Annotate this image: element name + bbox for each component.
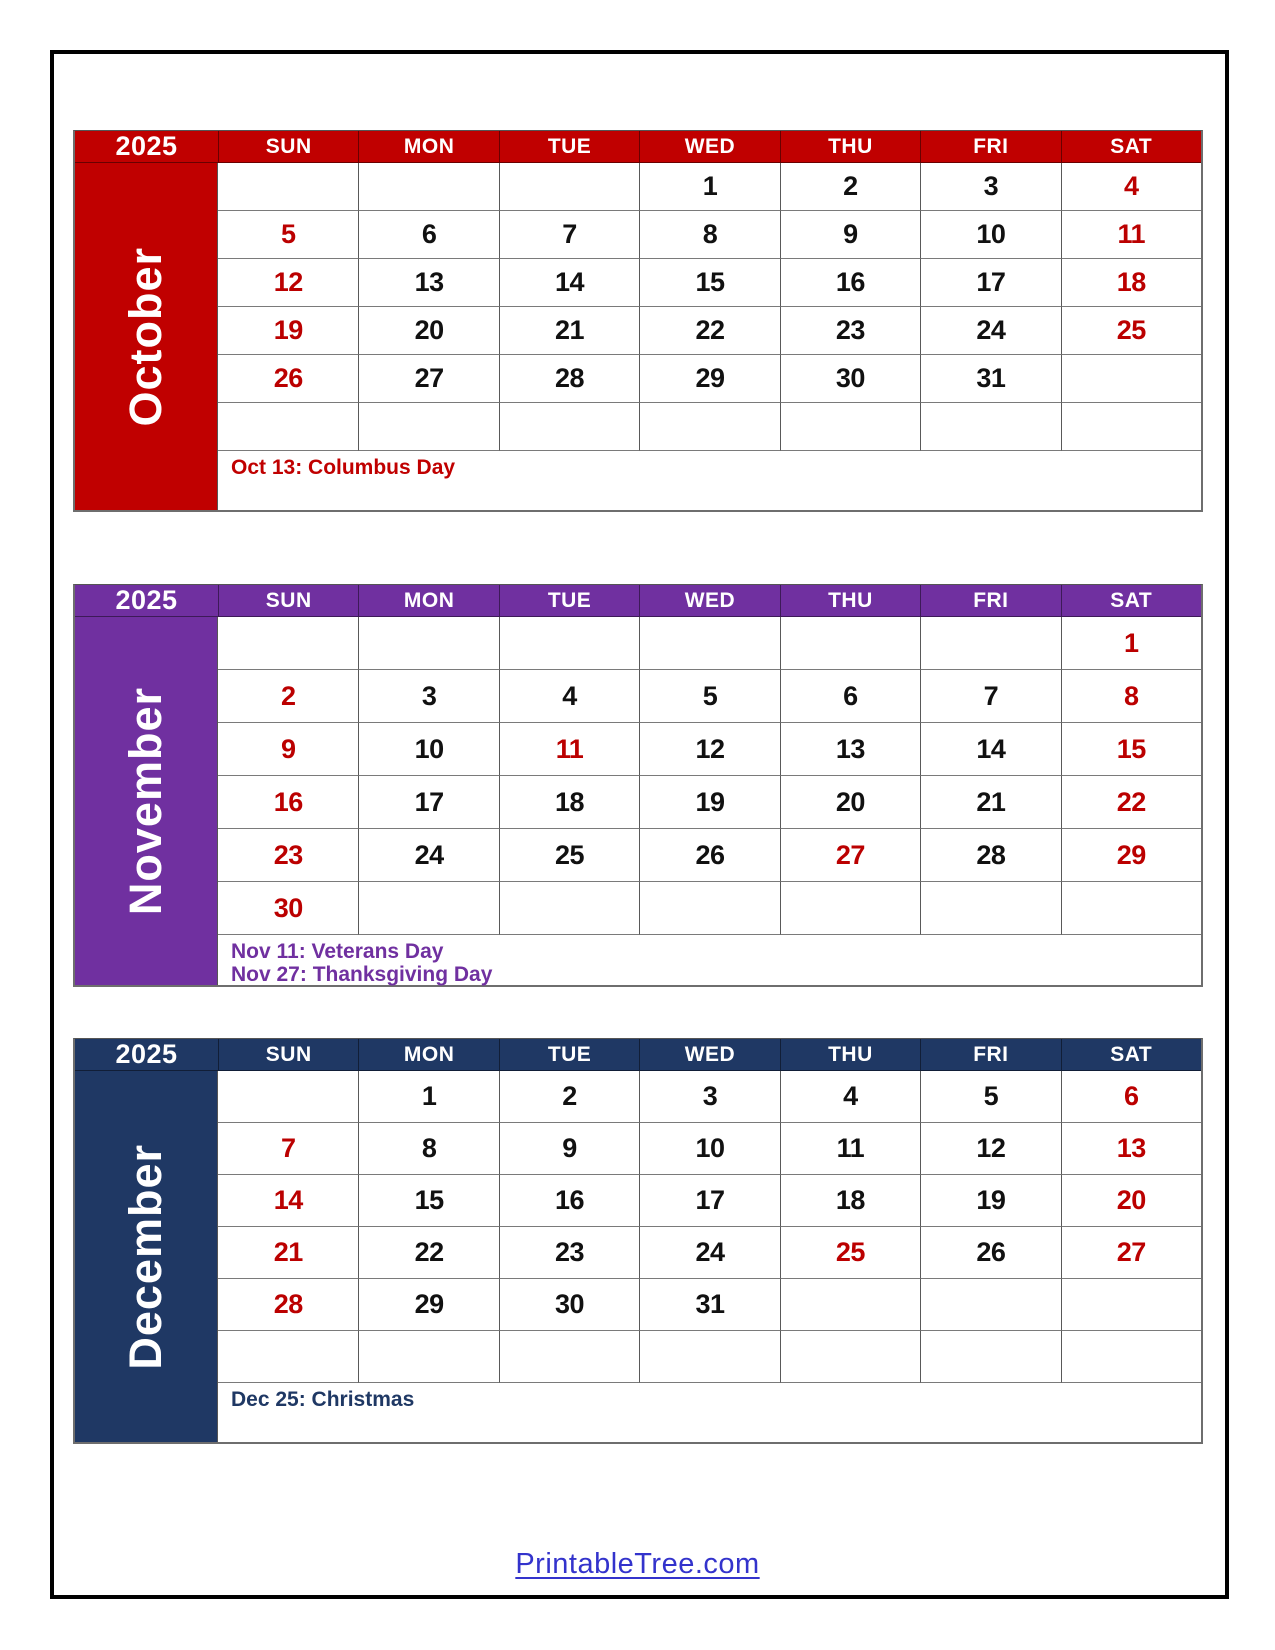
calendar-november: [73, 584, 1203, 987]
day-header-mon: MON: [358, 1039, 498, 1070]
date-cell-oct-22: 22: [639, 307, 779, 355]
day-header-fri: FRI: [920, 131, 1060, 162]
calendar-header-row: [75, 1039, 1201, 1071]
date-cell-oct-13: 13: [358, 259, 498, 307]
empty-cell: [780, 403, 920, 451]
empty-cell: [358, 403, 498, 451]
calendar-october: [73, 130, 1203, 512]
empty-cell: [218, 403, 358, 451]
date-cell-nov-21: 21: [920, 776, 1060, 829]
date-cell-dec-15: 15: [358, 1175, 498, 1227]
calendar-body: [75, 163, 1201, 510]
date-cell-oct-12: 12: [218, 259, 358, 307]
date-cell-dec-12: 12: [920, 1123, 1060, 1175]
date-cell-dec-31: 31: [639, 1279, 779, 1331]
month-banner: [75, 617, 218, 985]
empty-cell: [358, 1331, 498, 1383]
date-cell-oct-28: 28: [499, 355, 639, 403]
date-cell-nov-8: 8: [1061, 670, 1201, 723]
year-label: 2025: [115, 131, 178, 161]
date-grid: [218, 1071, 1201, 1383]
date-cell-dec-22: 22: [358, 1227, 498, 1279]
calendar-grid-area: [218, 617, 1201, 985]
calendar-header-row: [75, 585, 1201, 617]
date-cell-dec-13: 13: [1061, 1123, 1201, 1175]
empty-cell: [780, 1279, 920, 1331]
date-cell-dec-27: 27: [1061, 1227, 1201, 1279]
empty-cell: [920, 882, 1060, 935]
date-cell-nov-13: 13: [780, 723, 920, 776]
date-cell-oct-30: 30: [780, 355, 920, 403]
date-cell-oct-3: 3: [920, 163, 1060, 211]
date-cell-dec-23: 23: [499, 1227, 639, 1279]
empty-cell: [780, 882, 920, 935]
day-header-tue: TUE: [499, 585, 639, 616]
date-cell-nov-19: 19: [639, 776, 779, 829]
day-header-thu: THU: [780, 131, 920, 162]
date-cell-dec-4: 4: [780, 1071, 920, 1123]
date-grid: [218, 163, 1201, 451]
date-cell-nov-11: 11: [499, 723, 639, 776]
date-cell-dec-6: 6: [1061, 1071, 1201, 1123]
date-cell-oct-15: 15: [639, 259, 779, 307]
day-header-wed: WED: [639, 585, 779, 616]
date-cell-dec-14: 14: [218, 1175, 358, 1227]
empty-cell: [218, 1331, 358, 1383]
day-header-fri: FRI: [920, 1039, 1060, 1070]
holiday-note: Nov 11: Veterans Day: [231, 940, 444, 963]
date-cell-nov-4: 4: [499, 670, 639, 723]
day-header-fri: FRI: [920, 585, 1060, 616]
date-cell-oct-4: 4: [1061, 163, 1201, 211]
date-cell-nov-20: 20: [780, 776, 920, 829]
day-header-mon: MON: [358, 585, 498, 616]
date-cell-nov-6: 6: [780, 670, 920, 723]
date-cell-nov-3: 3: [358, 670, 498, 723]
empty-cell: [499, 1331, 639, 1383]
date-cell-dec-10: 10: [639, 1123, 779, 1175]
empty-cell: [639, 617, 779, 670]
empty-cell: [1061, 1279, 1201, 1331]
date-cell-nov-28: 28: [920, 829, 1060, 882]
day-header-sat: SAT: [1061, 585, 1201, 616]
date-cell-oct-18: 18: [1061, 259, 1201, 307]
date-cell-dec-25: 25: [780, 1227, 920, 1279]
date-cell-dec-29: 29: [358, 1279, 498, 1331]
date-cell-nov-7: 7: [920, 670, 1060, 723]
date-cell-oct-16: 16: [780, 259, 920, 307]
date-cell-dec-16: 16: [499, 1175, 639, 1227]
calendar-december: [73, 1038, 1203, 1444]
month-name-label: November: [120, 686, 171, 916]
holiday-note: Nov 27: Thanksgiving Day: [231, 963, 493, 986]
date-cell-nov-22: 22: [1061, 776, 1201, 829]
date-cell-nov-26: 26: [639, 829, 779, 882]
day-header-thu: THU: [780, 585, 920, 616]
empty-cell: [1061, 1331, 1201, 1383]
day-header-sun: SUN: [218, 1039, 358, 1070]
empty-cell: [499, 163, 639, 211]
date-cell-oct-25: 25: [1061, 307, 1201, 355]
month-banner: [75, 163, 218, 510]
day-header-sun: SUN: [218, 585, 358, 616]
date-cell-nov-25: 25: [499, 829, 639, 882]
calendar-body: [75, 1071, 1201, 1442]
day-header-sat: SAT: [1061, 1039, 1201, 1070]
date-cell-nov-24: 24: [358, 829, 498, 882]
date-cell-nov-14: 14: [920, 723, 1060, 776]
date-cell-dec-11: 11: [780, 1123, 920, 1175]
site-link[interactable]: PrintableTree.com: [515, 1548, 760, 1580]
holiday-notes: [218, 451, 1201, 510]
empty-cell: [1061, 882, 1201, 935]
holiday-note: Dec 25: Christmas: [231, 1388, 415, 1411]
date-cell-oct-10: 10: [920, 211, 1060, 259]
empty-cell: [639, 882, 779, 935]
empty-cell: [920, 403, 1060, 451]
empty-cell: [358, 163, 498, 211]
date-cell-dec-21: 21: [218, 1227, 358, 1279]
date-cell-oct-11: 11: [1061, 211, 1201, 259]
day-header-wed: WED: [639, 131, 779, 162]
empty-cell: [358, 882, 498, 935]
date-cell-oct-27: 27: [358, 355, 498, 403]
date-cell-nov-12: 12: [639, 723, 779, 776]
date-cell-dec-24: 24: [639, 1227, 779, 1279]
month-name-label: December: [120, 1143, 171, 1370]
day-header-wed: WED: [639, 1039, 779, 1070]
date-cell-oct-9: 9: [780, 211, 920, 259]
date-cell-dec-19: 19: [920, 1175, 1060, 1227]
date-cell-nov-27: 27: [780, 829, 920, 882]
date-cell-oct-6: 6: [358, 211, 498, 259]
date-cell-oct-1: 1: [639, 163, 779, 211]
date-cell-nov-10: 10: [358, 723, 498, 776]
empty-cell: [1061, 355, 1201, 403]
date-cell-oct-2: 2: [780, 163, 920, 211]
date-cell-dec-28: 28: [218, 1279, 358, 1331]
day-header-sun: SUN: [218, 131, 358, 162]
date-cell-oct-29: 29: [639, 355, 779, 403]
date-cell-dec-2: 2: [499, 1071, 639, 1123]
date-cell-oct-24: 24: [920, 307, 1060, 355]
date-cell-dec-26: 26: [920, 1227, 1060, 1279]
date-cell-nov-18: 18: [499, 776, 639, 829]
date-cell-nov-29: 29: [1061, 829, 1201, 882]
date-cell-nov-16: 16: [218, 776, 358, 829]
day-header-mon: MON: [358, 131, 498, 162]
empty-cell: [639, 403, 779, 451]
date-grid: [218, 617, 1201, 935]
date-cell-dec-5: 5: [920, 1071, 1060, 1123]
month-name-label: October: [120, 246, 171, 427]
date-cell-dec-9: 9: [499, 1123, 639, 1175]
empty-cell: [499, 882, 639, 935]
date-cell-nov-30: 30: [218, 882, 358, 935]
date-cell-oct-17: 17: [920, 259, 1060, 307]
date-cell-oct-26: 26: [218, 355, 358, 403]
date-cell-dec-30: 30: [499, 1279, 639, 1331]
empty-cell: [780, 617, 920, 670]
empty-cell: [780, 1331, 920, 1383]
date-cell-oct-31: 31: [920, 355, 1060, 403]
date-cell-dec-7: 7: [218, 1123, 358, 1175]
empty-cell: [639, 1331, 779, 1383]
date-cell-dec-1: 1: [358, 1071, 498, 1123]
date-cell-dec-20: 20: [1061, 1175, 1201, 1227]
empty-cell: [920, 617, 1060, 670]
date-cell-oct-20: 20: [358, 307, 498, 355]
date-cell-oct-8: 8: [639, 211, 779, 259]
empty-cell: [499, 617, 639, 670]
date-cell-nov-17: 17: [358, 776, 498, 829]
date-cell-dec-8: 8: [358, 1123, 498, 1175]
empty-cell: [920, 1279, 1060, 1331]
holiday-note: Oct 13: Columbus Day: [231, 456, 456, 479]
date-cell-dec-18: 18: [780, 1175, 920, 1227]
date-cell-nov-2: 2: [218, 670, 358, 723]
calendar-header-row: [75, 131, 1201, 163]
date-cell-nov-9: 9: [218, 723, 358, 776]
empty-cell: [1061, 403, 1201, 451]
empty-cell: [218, 163, 358, 211]
date-cell-oct-19: 19: [218, 307, 358, 355]
day-header-tue: TUE: [499, 1039, 639, 1070]
year-label: 2025: [115, 1039, 178, 1069]
calendar-grid-area: [218, 1071, 1201, 1442]
date-cell-dec-3: 3: [639, 1071, 779, 1123]
empty-cell: [218, 617, 358, 670]
empty-cell: [499, 403, 639, 451]
empty-cell: [218, 1071, 358, 1123]
holiday-notes: [218, 1383, 1201, 1442]
empty-cell: [358, 617, 498, 670]
date-cell-dec-17: 17: [639, 1175, 779, 1227]
day-header-thu: THU: [780, 1039, 920, 1070]
date-cell-oct-14: 14: [499, 259, 639, 307]
date-cell-nov-5: 5: [639, 670, 779, 723]
date-cell-nov-15: 15: [1061, 723, 1201, 776]
date-cell-oct-21: 21: [499, 307, 639, 355]
empty-cell: [920, 1331, 1060, 1383]
date-cell-oct-5: 5: [218, 211, 358, 259]
holiday-notes: [218, 935, 1201, 985]
year-label: 2025: [115, 585, 178, 615]
date-cell-nov-23: 23: [218, 829, 358, 882]
date-cell-oct-7: 7: [499, 211, 639, 259]
date-cell-nov-1: 1: [1061, 617, 1201, 670]
day-header-sat: SAT: [1061, 131, 1201, 162]
day-header-tue: TUE: [499, 131, 639, 162]
month-banner: [75, 1071, 218, 1442]
calendar-body: [75, 617, 1201, 985]
date-cell-oct-23: 23: [780, 307, 920, 355]
calendar-grid-area: [218, 163, 1201, 510]
